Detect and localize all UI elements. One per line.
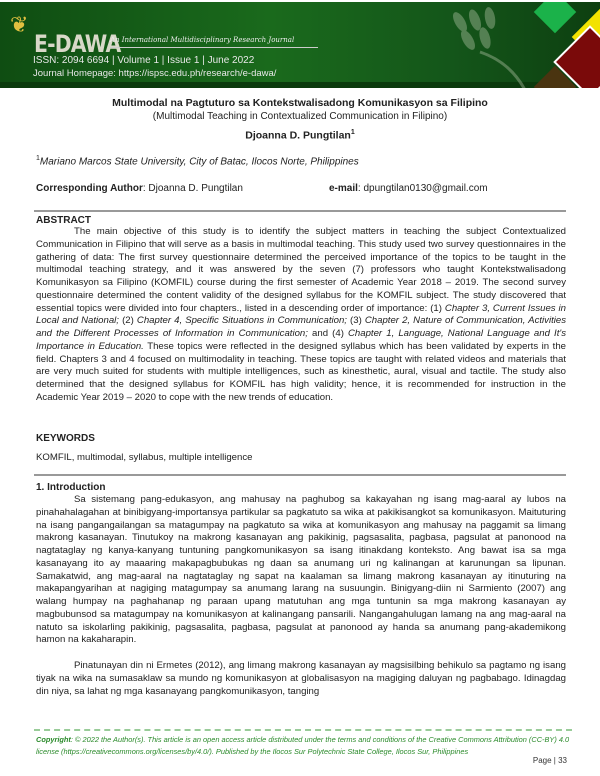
journal-homepage[interactable]: Journal Homepage: https://ispsc.edu.ph/research/e-dawa/	[33, 68, 277, 79]
divider	[34, 210, 566, 212]
copyright-text: : © 2022 the Author(s). This article is an open access article distributed under the terms and conditions of the Creative Commons Attribution (CC-BY) 4.0 license (https://creativecommons.org/licenses/by/4.0/). Published by the Ilocos Sur Polytechnic State College, Ilocos Sur, Philippines	[36, 735, 570, 756]
abstract-segment: The main objective of this study is to identify the subject matters in teaching the subject Contextualized Communication in Filipino that will serve as a basis in multimodal teaching. This study used two survey questionnaires in the gathering of data: The first survey questionnaire determined the perceived importance of the topics to be taught in the multimodal teaching strategy, and it was answered by the seven (7) professors who taught Kontekstwalisadong Komunikasyon sa Filipino (KOMFIL) course during the first semester of Academic Year 2018 – 2019. The second survey questionnaire determined the content validity of the designed syllabus for the KOMFIL subject. The study discovered that essential topics were divided into four chapters., listed in a descending order of importance: (1)	[36, 226, 566, 314]
footer-divider	[34, 729, 572, 731]
author-name-text: Djoanna D. Pungtilan	[245, 129, 351, 142]
introduction-paragraph: Pinatunayan din ni Ermetes (2012), ang limang makrong kasanayan ay magsisilbing behikulo sa pagtamo ng isang tiyak na wika na sumasaklaw sa mundo ng komunikasyon at globalisasyon na magiging daluyan ng pagbabago. Idinagdag din niya, sa lahat ng mga kasanayang pangkomunikasyon, tanging	[36, 660, 566, 697]
abstract-body	[36, 226, 566, 405]
corresponding-label: Corresponding Author	[36, 183, 143, 194]
abstract-segment: and (4)	[307, 328, 348, 339]
article-subtitle: (Multimodal Teaching in Contextualized Communication in Filipino)	[152, 111, 448, 122]
email-label: e-mail	[329, 183, 358, 194]
affiliation	[36, 155, 359, 167]
abstract-segment: These topics were reflected in the designed syllabus which has been validated by experts in the field. Chapters 3 and 4 focused on multimodality in teaching. These topics are taught with related videos and materials that are very much suited for students with multiple intelligences, such as kinesthetic, aural, visual and tactile. The study also determined that the designed syllabus for KOMFIL has high validity; hence, it is recommended for instruction in the Academic Year 2019 – 2020 to cope with the new trends of education.	[36, 340, 566, 403]
author-superscript: 1	[350, 129, 355, 136]
issn-line: ISSN: 2094 6694 | Volume 1 | Issue 1 | June 2022	[33, 55, 255, 66]
page-number: Page | 33	[532, 756, 567, 765]
copyright-notice	[36, 734, 572, 758]
decorative-diamonds-icon	[510, 2, 600, 88]
abstract-segment: Chapter 1, Language, National Language and It's Importance in Education.	[36, 328, 566, 352]
keywords-list: KOMFIL, multimodal, syllabus, multiple intelligence	[36, 452, 253, 463]
copyright-label: Copyright	[36, 735, 71, 744]
affiliation-superscript: 1	[36, 155, 40, 162]
introduction-heading: 1. Introduction	[36, 482, 106, 493]
abstract-segment: Chapter 3, Current Issues in Local and National;	[36, 302, 566, 327]
email-value[interactable]: : dpungtilan0130@gmail.com	[357, 183, 488, 194]
abstract-segment: (2)	[118, 315, 137, 327]
affiliation-text: Mariano Marcos State University, City of Batac, Ilocos Norte, Philippines	[39, 156, 359, 168]
corresponding-value: : Djoanna D. Pungtilan	[142, 183, 243, 194]
journal-tagline: An International Multidisciplinary Research Journal	[110, 36, 318, 48]
email	[329, 183, 488, 194]
article-title: Multimodal na Pagtuturo sa Kontekstwalisadong Komunikasyon sa Filipino	[112, 97, 488, 109]
author-name	[0, 129, 600, 142]
wheat-logo-icon: ❦	[10, 12, 29, 37]
abstract-segment: Chapter 4, Specific Situations in Communication;	[136, 315, 347, 327]
keywords-heading: KEYWORDS	[36, 433, 95, 444]
journal-banner	[0, 2, 600, 88]
abstract-segment: (3)	[346, 315, 365, 327]
abstract-segment: Chapter 2, Nature of Communication, Activities and the Different Processes of Information in Communication;	[36, 315, 567, 339]
journal-logo: E-DAWA	[34, 30, 121, 58]
divider	[34, 474, 566, 476]
abstract-heading: ABSTRACT	[36, 215, 91, 226]
introduction-paragraph: Sa sistemang pang-edukasyon, ang mahusay na paghubog sa kakayahan ng isang mag-aaral ay lubos na pinahahalagahan at binibigyang-importansya partikular sa pagkatuto sa wika at pakikisangkot sa komunikasyon. Maituturing na isang pangangailangan sa matagumpay na pagkatuto sa wika at komunikasyon ang mahusay na paggamit sa limang makrong kasanayan. Tinutukoy na makrong kasanayan ang pakikinig, pagsasalita, pagbasa, pagsulat at panonood na nagtataglay ng kanya-kanyang tuntuning pangkomunikasyon sa isang itinakdang konteksto. Ang bawat isa sa mga kasanayang ito ay maaaring makapagbubukas ng daan sa anumang uri ng kalinangan at karunungan sa lipunan. Samakatwid, ang mag-aaral na nagtataglay ng sapat na kaalaman sa limang makrong kasanayan ay itinuturing na makapangyarihan at nagiging matagumpay sa anumang larang na susuungin. Binigyang-diin ni Sarmiento (2007) ang walang humpay na paghahanap ng paraan upang matutuhan ang mga tuntunin sa mga makrong kasanayan ay magbubunsod sa matagumpay na komunikasyon at kalinangang pansarili. Nangangahulugan lamang na ang mag-aaral na natuto sa iskolarling pakikinig, pagsasalita, pagbasa, pagsulat at panonood ay handa sa anumang pang-akademikong hamon na kakaharapin.	[36, 494, 566, 646]
corresponding-author	[36, 183, 243, 194]
